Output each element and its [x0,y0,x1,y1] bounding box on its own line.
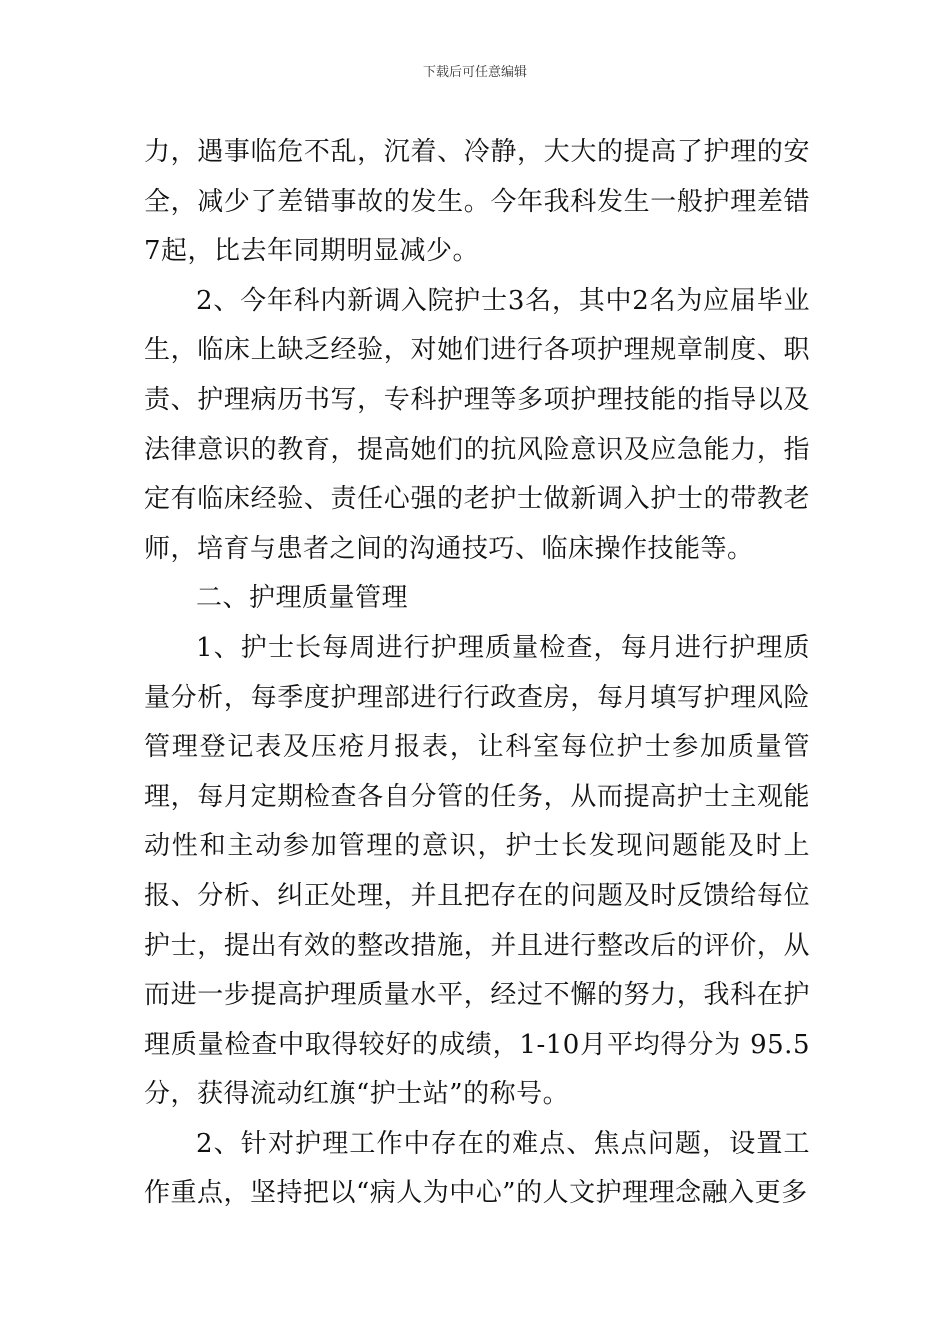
paragraph-key-issues: 2、针对护理工作中存在的难点、焦点问题，设置工作重点，坚持把以“病人为中心”的人文护理理念融入更多 [144,1128,810,1209]
paragraph-quality-inspection: 1、护士长每周进行护理质量检查，每月进行护理质量分析，每季度护理部进行行政查房，每月填写护理风险管理登记表及压疮月报表，让科室每位护士参加质量管理，每月定期检查各自分管的任务，从而提高护士主观能动性和主动参加管理的意识，护士长发现问题能及时上报、分析、纠正处理，并且把存在的问题及时反馈给每位护士，提出有效的整改措施，并且进行整改后的评价，从而进一步提高护理质量水平，经过不懈的努力，我科在护理质量检查中取得较好的成绩，1-10月平均得分为 95.5 分，获得流动红旗“护士站”的称号。 [144,632,810,1110]
page-header: 下载后可任意编辑 [422,65,527,80]
section-heading-quality-management: 二、护理质量管理 [196,583,409,614]
paragraph-continuation: 力，遇事临危不乱，沉着、冷静，大大的提高了护理的安全，减少了差错事故的发生。今年我科发生一般护理差错7起，比去年同期明显减少。 [144,137,810,267]
paragraph-new-nurses: 2、今年科内新调入院护士3名，其中2名为应届毕业生，临床上缺乏经验，对她们进行各项护理规章制度、职责、护理病历书写，专科护理等多项护理技能的指导以及法律意识的教育，提高她们的抗风险意识及应急能力，指定有临床经验、责任心强的老护士做新调入护士的带教老师，培育与患者之间的沟通技巧、临床操作技能等。 [144,285,810,564]
document-body [144,128,810,1219]
